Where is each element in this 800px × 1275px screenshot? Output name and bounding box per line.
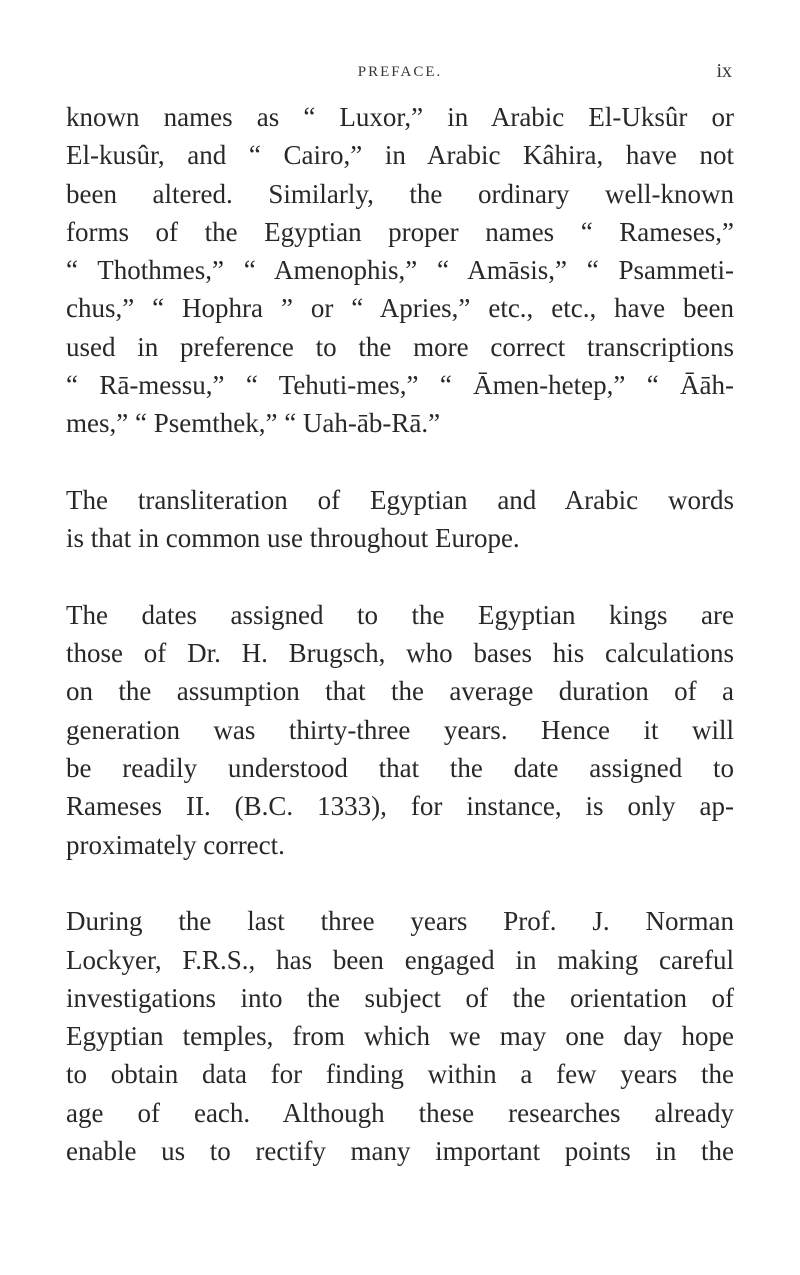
text-line: chus,” “ Hophra ” or “ Apries,” etc., etc., have been	[66, 293, 734, 324]
text-line: The transliteration of Egyptian and Arabic words	[66, 484, 734, 515]
text-line: During the last three years Prof. J. Norman	[66, 906, 734, 937]
text-line: used in preference to the more correct transcriptions	[66, 331, 734, 362]
text-line: be readily understood that the date assigned to	[66, 753, 734, 784]
text-line: investigations into the subject of the orientation of	[66, 982, 734, 1013]
text-line: those of Dr. H. Brugsch, who bases his calculations	[66, 638, 734, 669]
text-line: proximately correct.	[66, 829, 285, 860]
paragraph-2	[66, 481, 734, 558]
page-number: ix	[716, 60, 732, 82]
text-line: is that in common use throughout Europe.	[66, 523, 520, 554]
text-line: “ Thothmes,” “ Amenophis,” “ Amāsis,” “ Psammeti-	[66, 255, 734, 286]
text-line: “ Rā-messu,” “ Tehuti-mes,” “ Āmen-hetep,” “ Āāh-	[66, 370, 734, 401]
body-text	[66, 98, 734, 1170]
text-line: been altered. Similarly, the ordinary well-known	[66, 178, 734, 209]
text-line: El-kusûr, and “ Cairo,” in Arabic Kâhira, have not	[66, 140, 734, 171]
text-line: age of each. Although these researches already	[66, 1097, 734, 1128]
text-line: The dates assigned to the Egyptian kings are	[66, 599, 734, 630]
text-line: forms of the Egyptian proper names “ Rameses,”	[66, 216, 734, 247]
running-head-title: PREFACE.	[357, 64, 443, 80]
text-line: mes,” “ Psemthek,” “ Uah-āb-Rā.”	[66, 408, 441, 439]
running-head	[0, 58, 800, 88]
paragraph-1	[66, 98, 734, 443]
text-line: on the assumption that the average duration of a	[66, 676, 734, 707]
paragraph-3	[66, 596, 734, 864]
paragraph-4	[66, 902, 734, 1170]
text-line: enable us to rectify many important points in the	[66, 1136, 734, 1167]
text-line: Lockyer, F.R.S., has been engaged in making careful	[66, 944, 734, 975]
text-line: known names as “ Luxor,” in Arabic El-Uksûr or	[66, 102, 734, 132]
text-line: to obtain data for finding within a few years the	[66, 1059, 734, 1090]
text-line: generation was thirty-three years. Hence it will	[66, 714, 734, 745]
text-line: Rameses II. (B.C. 1333), for instance, is only ap-	[66, 791, 734, 822]
text-line: Egyptian temples, from which we may one day hope	[66, 1021, 734, 1052]
